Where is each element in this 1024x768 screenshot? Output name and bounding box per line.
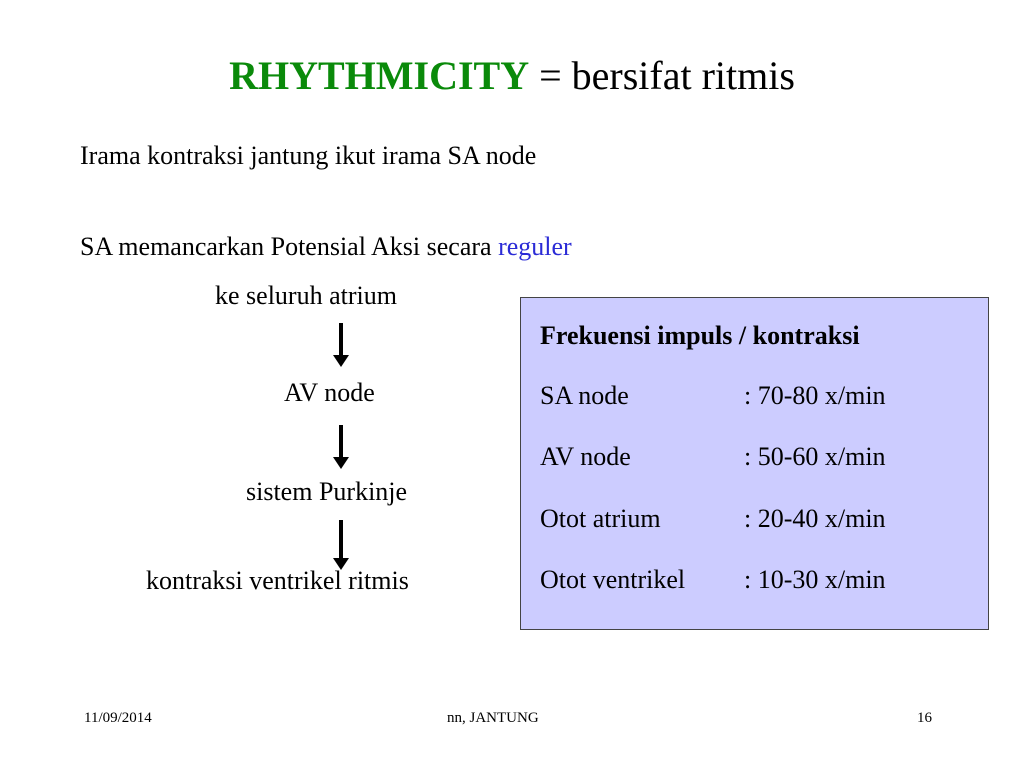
body-line-2-text: SA memancarkan Potensial Aksi secara [80,232,499,261]
flow-step-av-node: AV node [284,378,375,407]
frequency-row-rate: : 50-60 x/min [744,442,886,471]
flow-step-purkinje: sistem Purkinje [246,477,408,506]
frequency-row-rate: : 70-80 x/min [744,381,886,410]
footer-title: nn, JANTUNG [447,710,539,726]
title-rest: = bersifat ritmis [529,53,795,98]
frequency-row-name: Otot ventrikel [540,565,686,594]
body-line-2 [80,231,572,263]
frequency-box [520,297,989,630]
slide-title [0,50,1024,102]
title-accent: RHYTHMICITY [229,53,530,98]
body-line-2-highlight: reguler [498,232,572,261]
flow-step-atrium: ke seluruh atrium [215,281,397,310]
down-arrow-icon [333,425,349,469]
footer-date: 11/09/2014 [84,710,152,726]
frequency-row-name: AV node [540,442,631,471]
frequency-row-name: Otot atrium [540,504,661,533]
frequency-row-rate: : 10-30 x/min [744,565,886,594]
body-line-1: Irama kontraksi jantung ikut irama SA node [80,141,537,170]
flow-step-ventricle: kontraksi ventrikel ritmis [146,566,409,595]
down-arrow-icon [333,520,349,570]
down-arrow-icon [333,323,349,367]
frequency-row-rate: : 20-40 x/min [744,504,886,533]
frequency-row-name: SA node [540,381,629,410]
footer-page-number: 16 [917,710,932,726]
frequency-box-title: Frekuensi impuls / kontraksi [540,321,860,350]
